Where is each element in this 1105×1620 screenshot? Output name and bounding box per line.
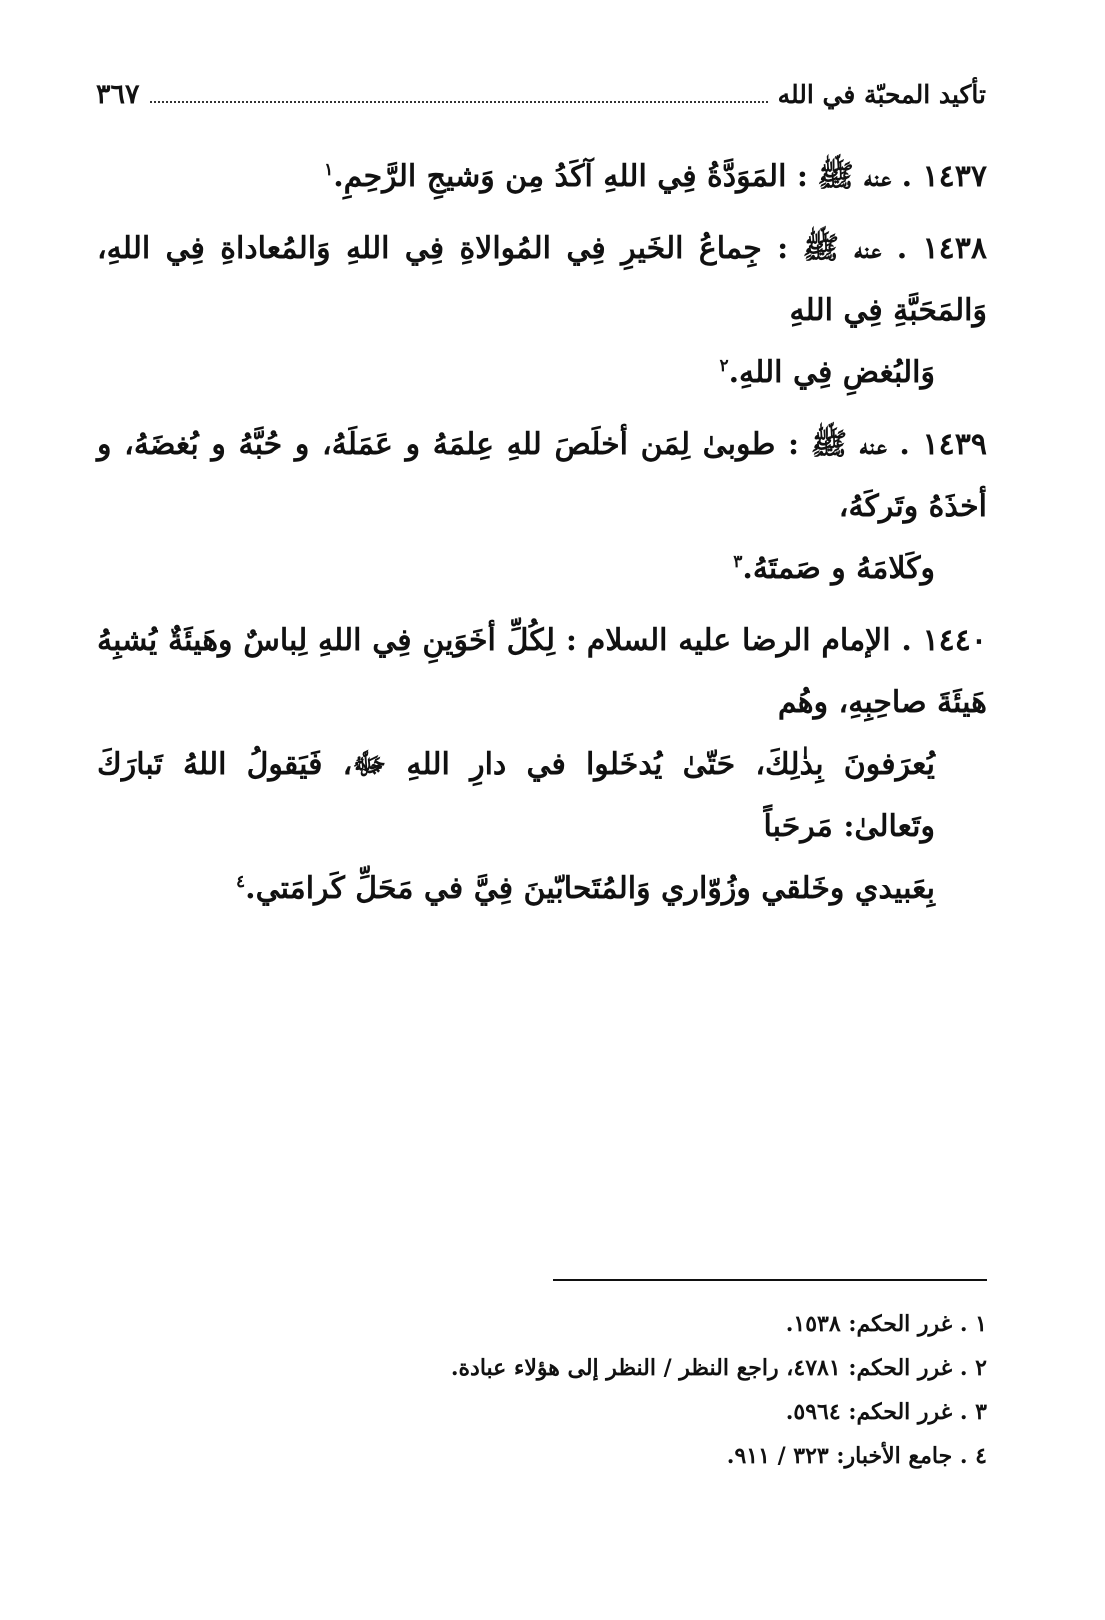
footnotes [97,1302,987,1478]
footnote-ref: ٢ [719,356,729,376]
footnote-separator [553,1279,987,1281]
hadith-entry: ١٤٤٠ . الإمام الرضا عليه السلام : لِكُلِّ أخَوَينِ فِي اللهِ لِباسٌ وهَيئَةٌ يُشبِهُ هَيئَةَ صاحِبِهِ، وهُم يُعرَفونَ بِذٰلِكَ، حَتّىٰ يُدخَلوا في دارِ اللهِ ﷻ، فَيَقولُ اللهُ تَبارَكَ وتَعالىٰ: مَرحَباً بِعَبيدي وخَلقي وزُوّاري وَالمُتَحابّينَ فِيَّ في مَحَلِّ كَرامَتي.$^٤$ [97,623,988,906]
hadith-text-line: : جِماعُ الخَيرِ فِي المُوالاةِ فِي اللهِ وَالمُعاداةِ فِي اللهِ، وَالمَحَبَّةِ فِي اللهِ [97,231,987,328]
hadith-entry: ١٤٣٨ . عنه ﷺ : جِماعُ الخَيرِ فِي المُوالاةِ فِي اللهِ وَالمُعاداةِ فِي اللهِ، وَالمَحَبَّةِ فِي اللهِ وَالبُغضِ فِي اللهِ.$^٢$ [97,231,987,390]
hadith-number: ١٤٤٠ [922,623,988,658]
hadith-number: ١٤٣٧ [922,159,987,194]
header-dotted-leader [150,101,768,103]
hadith-speaker: عنه ﷺ [810,427,887,462]
hadith-speaker: عنه ﷺ [802,231,882,266]
footnote-ref: ٤ [235,872,246,892]
hadith-text-line: : لِكُلِّ أخَوَينِ فِي اللهِ لِباسٌ وهَيئَةٌ يُشبِهُ هَيئَةَ صاحِبِهِ، وهُم [97,623,987,720]
hadith-number: ١٤٣٩ [922,427,987,462]
hadith-text-line: بِعَبيدي وخَلقي وزُوّاري وَالمُتَحابّينَ فِيَّ في مَحَلِّ كَرامَتي. [245,871,935,906]
hadith-number: ١٤٣٨ [922,231,987,266]
hadith-text-line: يُعرَفونَ بِذٰلِكَ، حَتّىٰ يُدخَلوا في دارِ اللهِ ﷻ، فَيَقولُ اللهُ تَبارَكَ وتَعالىٰ: مَرحَباً [97,747,935,844]
hadith-entry: ١٤٣٧ . عنه ﷺ : المَوَدَّةُ فِي اللهِ آكَدُ مِن وَشيجِ الرَّحِمِ.$^١$ [324,159,987,194]
footnote: ٤ . جامع الأخبار: ٣٢٣ / ٩١١. [726,1443,987,1469]
hadith-text-line: : طوبىٰ لِمَن أخلَصَ للهِ عِلمَهُ و عَمَلَهُ، و حُبَّهُ و بُغضَهُ، و أخذَهُ وتَركَهُ، [97,427,987,524]
hadith-list [97,146,987,930]
hadith-text-line: : المَوَدَّةُ فِي اللهِ آكَدُ مِن وَشيجِ الرَّحِمِ. [333,159,808,194]
footnote: ٢ . غرر الحكم: ٤٧٨١، راجع النظر / النظر إلى هؤلاء عبادة. [450,1355,987,1381]
hadith-entry: ١٤٣٩ . عنه ﷺ : طوبىٰ لِمَن أخلَصَ للهِ عِلمَهُ و عَمَلَهُ، و حُبَّهُ و بُغضَهُ، و أخذَهُ وتَركَهُ، وكَلامَهُ و صَمتَهُ.$^٣$ [97,427,987,586]
page-header [96,74,986,114]
footnote: ١ . غرر الحكم: ١٥٣٨. [785,1311,987,1337]
footnote: ٣ . غرر الحكم: ٥٩٦٤. [785,1399,987,1425]
page-number: ٣٦٧ [96,78,140,110]
hadith-speaker: الإمام الرضا عليه السلام [586,623,891,658]
hadith-speaker: عنه ﷺ [817,159,892,194]
hadith-text-line: وكَلامَهُ و صَمتَهُ. [742,551,935,586]
footnote-ref: ٣ [733,552,743,572]
footnote-ref: ١ [324,160,334,180]
hadith-text-line: وَالبُغضِ فِي اللهِ. [728,355,935,390]
running-title: تأكيد المحبّة في الله [777,79,986,109]
